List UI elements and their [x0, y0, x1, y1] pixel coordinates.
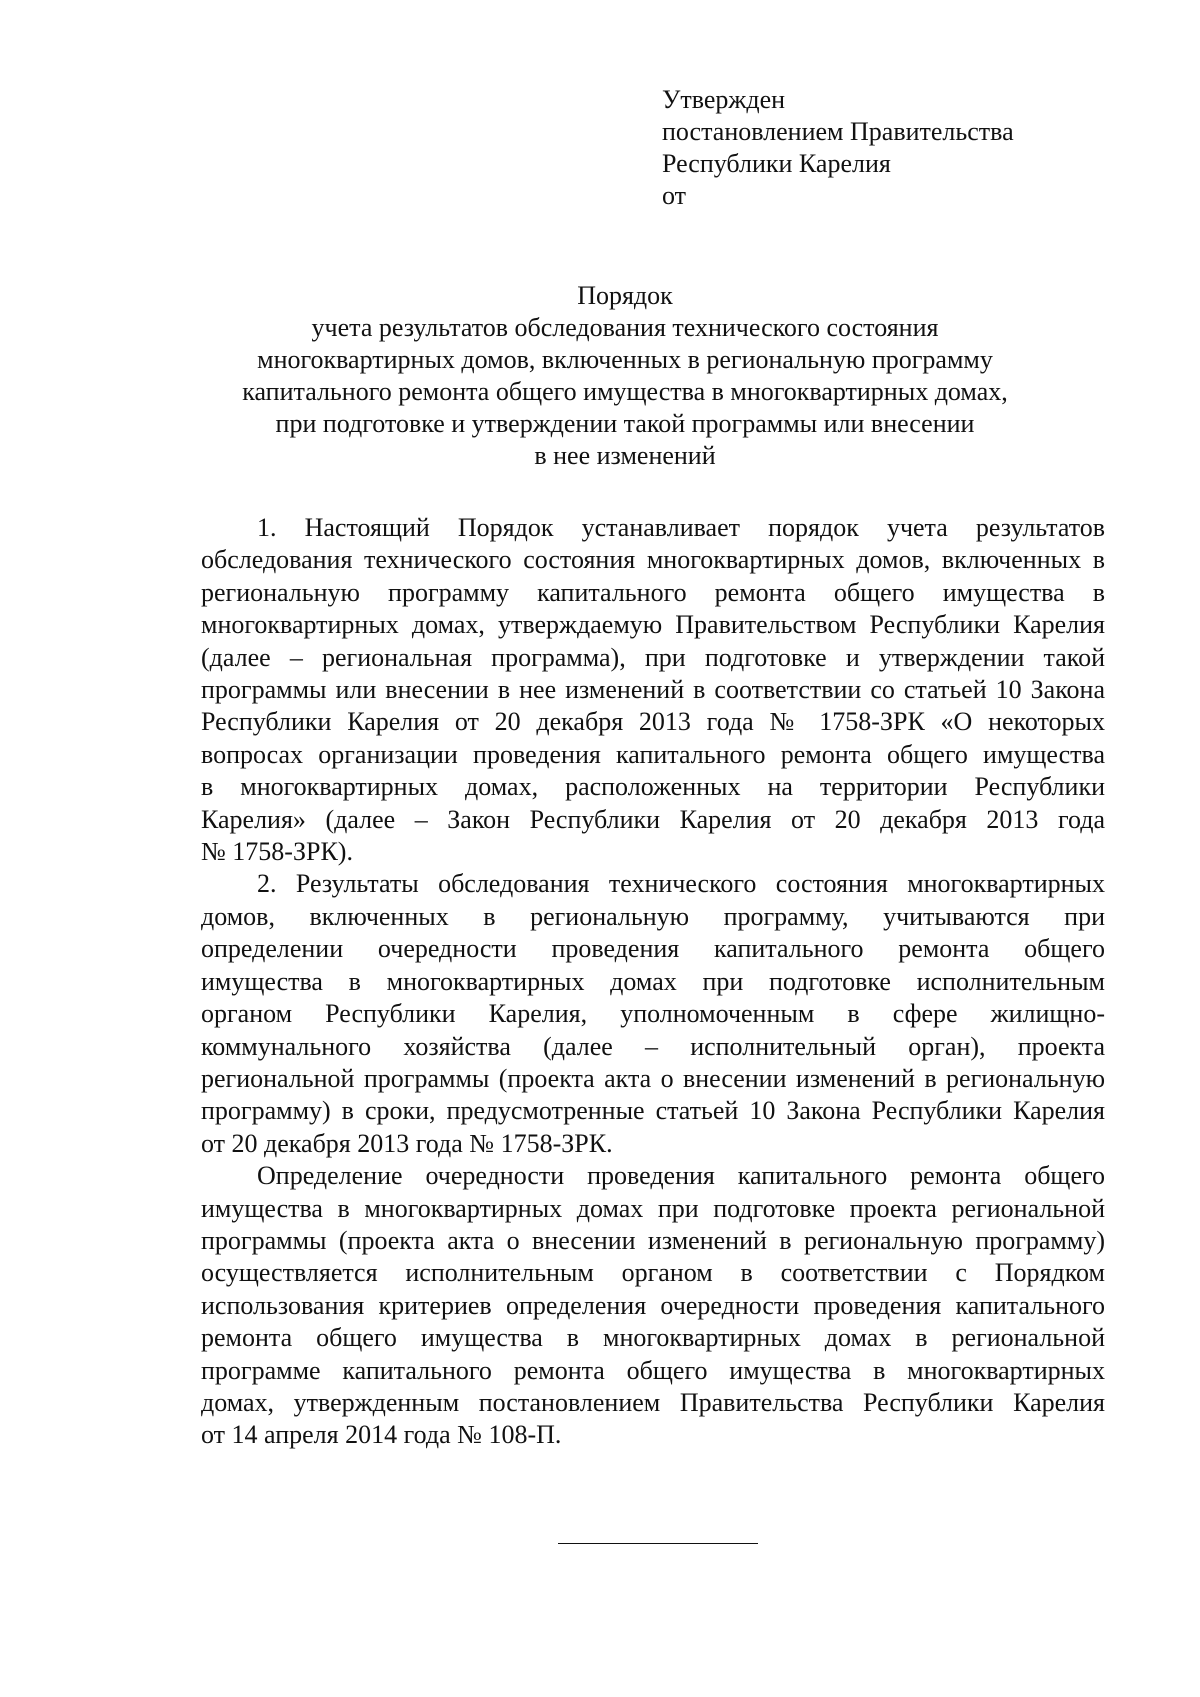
title-line-2: учета результатов обследования технического состояния: [311, 313, 939, 342]
paragraph-3: [145, 1160, 1105, 1452]
paragraph-1: [145, 512, 1105, 868]
paragraph-line: программе капитального ремонта общего имущества в многоквартирных: [201, 1355, 1105, 1385]
approval-line-1: Утвержден: [662, 85, 786, 114]
paragraph-line: многоквартирных домах, утверждаемую Правительством Республики Карелия: [201, 610, 1105, 640]
paragraph-line: определении очередности проведения капитального ремонта общего: [201, 934, 1105, 964]
title-line-3: многоквартирных домов, включенных в региональную программу: [257, 345, 993, 374]
paragraph-line: № 1758-ЗРК).: [201, 837, 353, 867]
title-line-6: в нее изменений: [534, 441, 716, 470]
paragraph-line: имущества в многоквартирных домах при подготовке исполнительным: [201, 966, 1105, 996]
paragraph-line: обследования технического состояния многоквартирных домов, включенных в: [201, 545, 1105, 575]
title-line-4: капитального ремонта общего имущества в многоквартирных домах,: [242, 377, 1008, 406]
paragraph-line: региональную программу капитального ремонта общего имущества в: [201, 577, 1105, 607]
paragraph-line: (далее – региональная программа), при подготовке и утверждении такой: [201, 642, 1105, 672]
paragraph-2: [145, 868, 1105, 1160]
paragraph-line: региональной программы (проекта акта о внесении изменений в региональную: [201, 1063, 1105, 1093]
paragraph-line: от 14 апреля 2014 года № 108-П.: [201, 1420, 562, 1450]
paragraph-line: 1. Настоящий Порядок устанавливает порядок учета результатов: [257, 513, 1105, 542]
paragraph-line: 2. Результаты обследования технического состояния многоквартирных: [257, 869, 1105, 899]
paragraph-line: Республики Карелия от 20 декабря 2013 года № 1758-ЗРК «О некоторых: [201, 707, 1105, 737]
title-line-5: при подготовке и утверждении такой программы или внесении: [275, 409, 975, 438]
document-body: [145, 512, 1105, 1452]
paragraph-line: Карелия» (далее – Закон Республики Карелия от 20 декабря 2013 года: [201, 804, 1105, 834]
paragraph-line: домах, утвержденным постановлением Правительства Республики Карелия: [201, 1387, 1105, 1417]
approval-line-3: Республики Карелия: [662, 149, 891, 178]
approval-line-2: постановлением Правительства: [662, 117, 1014, 146]
paragraph-line: коммунального хозяйства (далее – исполнительный орган), проекта: [201, 1031, 1105, 1061]
paragraph-line: домов, включенных в региональную программу, учитываются при: [201, 901, 1105, 931]
paragraph-line: Определение очередности проведения капитального ремонта общего: [257, 1161, 1105, 1191]
paragraph-line: имущества в многоквартирных домах при подготовке проекта региональной: [201, 1193, 1105, 1223]
document-title: [145, 280, 1105, 472]
paragraph-line: программу) в сроки, предусмотренные статьей 10 Закона Республики Карелия: [201, 1096, 1105, 1126]
paragraph-line: программы (проекта акта о внесении изменений в региональную программу): [201, 1225, 1105, 1255]
paragraph-line: вопросах организации проведения капитального ремонта общего имущества: [201, 739, 1105, 769]
approval-block: [662, 84, 1014, 212]
paragraph-line: в многоквартирных домах, расположенных на территории Республики: [201, 772, 1105, 802]
paragraph-line: ремонта общего имущества в многоквартирных домах в региональной: [201, 1323, 1105, 1353]
paragraph-line: от 20 декабря 2013 года № 1758-ЗРК.: [201, 1128, 613, 1158]
paragraph-line: осуществляется исполнительным органом в соответствии с Порядком: [201, 1258, 1105, 1288]
title-line-1: Порядок: [577, 281, 673, 310]
end-of-document-rule: [558, 1543, 758, 1544]
approval-line-4: от: [662, 181, 687, 210]
paragraph-line: использования критериев определения очередности проведения капитального: [201, 1290, 1105, 1320]
paragraph-line: программы или внесении в нее изменений в соответствии со статьей 10 Закона: [201, 675, 1105, 705]
paragraph-line: органом Республики Карелия, уполномоченным в сфере жилищно-: [201, 999, 1105, 1029]
